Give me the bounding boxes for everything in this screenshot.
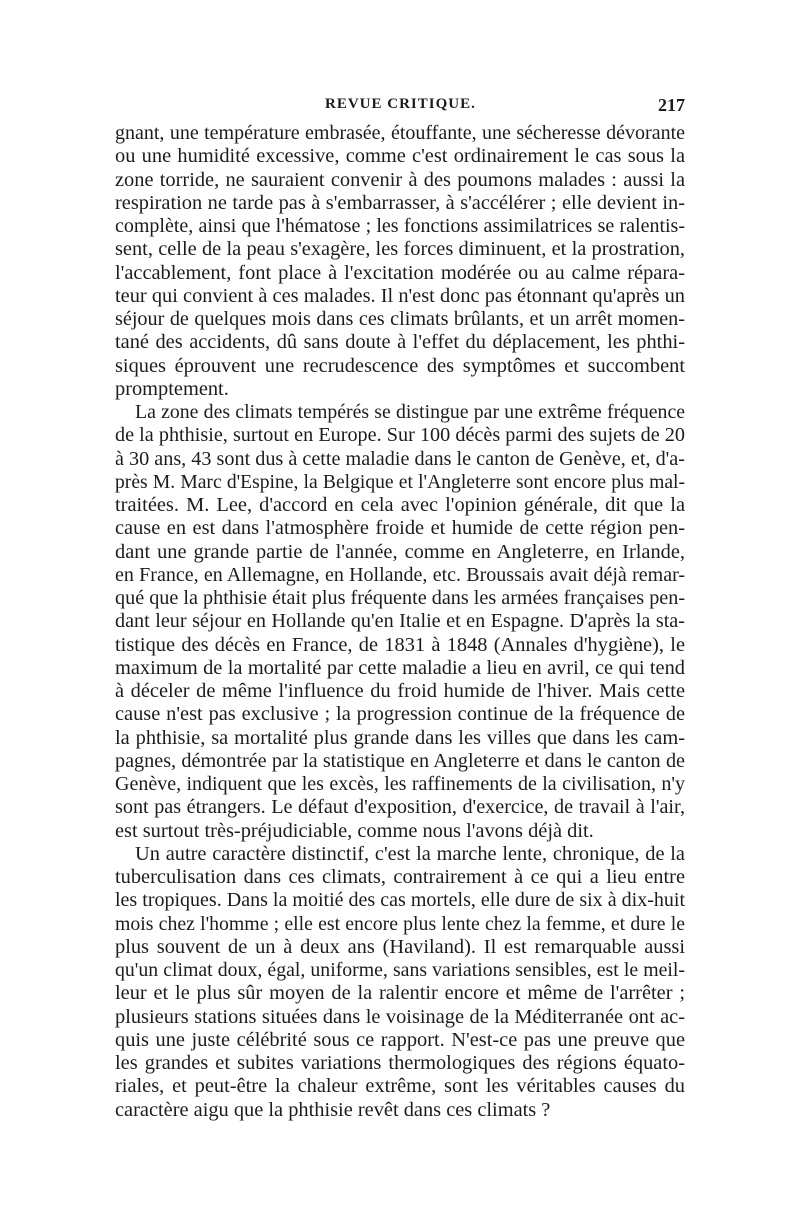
text-line: dant leur séjour en Hollande qu'en Italie et en Espagne. D'après la sta- xyxy=(115,610,685,633)
text-line: complète, ainsi que l'hématose ; les fonctions assimilatrices se ralentis- xyxy=(115,215,685,237)
text-line: leur et le plus sûr moyen de la ralentir encore et même de l'arrêter ; xyxy=(115,982,685,1005)
text-line: zone torride, ne sauraient convenir à des poumons malades : aussi la xyxy=(115,168,685,191)
text-line: plusieurs stations situées dans le voisinage de la Méditerranée ont ac- xyxy=(115,1005,685,1028)
text-line: quis une juste célébrité sous ce rapport. N'est-ce pas une preuve que xyxy=(115,1028,685,1051)
text-line: les grandes et subites variations thermologiques des régions équato- xyxy=(115,1052,685,1074)
text-line: de la phthisie, surtout en Europe. Sur 100 décès parmi des sujets de 20 xyxy=(115,424,685,447)
text-line: l'accablement, font place à l'excitation modérée ou au calme répara- xyxy=(115,261,685,284)
text-line: est surtout très-préjudiciable, comme nous l'avons déjà dit. xyxy=(115,819,594,842)
text-line: siques éprouvent une recrudescence des symptômes et succombent xyxy=(115,354,685,377)
text-line: respiration ne tarde pas à s'embarrasser, à s'accélérer ; elle devient in- xyxy=(115,191,685,214)
text-line: les tropiques. Dans la moitié des cas mortels, elle dure de six à dix-huit xyxy=(115,889,685,912)
text-line: à déceler de même l'influence du froid humide de l'hiver. Mais cette xyxy=(115,680,685,702)
text-line: La zone des climats tempérés se distingue par une extrême fréquence xyxy=(135,401,685,423)
text-line: tistique des décès en France, de 1831 à 1848 (Annales d'hygiène), le xyxy=(115,633,685,656)
text-line: la phthisie, sa mortalité plus grande dans les villes que dans les cam- xyxy=(115,726,685,749)
text-line: en France, en Allemagne, en Hollande, etc. Broussais avait déjà remar- xyxy=(115,563,685,586)
text-line: maximum de la mortalité par cette maladie a lieu en avril, ce qui tend xyxy=(115,656,685,679)
text-line: teur qui convient à ces malades. Il n'est donc pas étonnant qu'après un xyxy=(115,284,685,307)
text-line: à 30 ans, 43 sont dus à cette maladie dans le canton de Genève, et, d'a- xyxy=(115,447,685,470)
text-line: plus souvent de un à deux ans (Haviland). Il est remarquable aussi xyxy=(115,935,685,958)
running-title: REVUE CRITIQUE. xyxy=(325,96,476,112)
text-line: sent, celle de la peau s'exagère, les forces diminuent, et la prostration, xyxy=(115,238,685,261)
text-line: gnant, une température embrasée, étouffante, une sécheresse dévorante xyxy=(115,122,685,144)
text-line: près M. Marc d'Espine, la Belgique et l'Angleterre sont encore plus mal- xyxy=(115,471,685,493)
body-text xyxy=(115,122,685,1122)
text-line: pagnes, démontrée par la statistique en Angleterre et dans le canton de xyxy=(115,749,685,772)
text-line: sont pas étrangers. Le défaut d'exposition, d'exercice, de travail à l'air, xyxy=(115,796,685,819)
text-line: caractère aigu que la phthisie revêt dans ces climats ? xyxy=(115,1098,551,1121)
running-head xyxy=(115,96,685,122)
text-line: dant une grande partie de l'année, comme en Angleterre, en Irlande, xyxy=(115,540,685,563)
text-line: qu'un climat doux, égal, uniforme, sans variations sensibles, est le meil- xyxy=(115,959,685,981)
text-line: cause en est dans l'atmosphère froide et humide de cette région pen- xyxy=(115,517,685,540)
text-line: tané des accidents, dû sans doute à l'effet du déplacement, les phthi- xyxy=(115,331,685,354)
page-number: 217 xyxy=(658,95,685,115)
text-line: Genève, indiquent que les excès, les raffinements de la civilisation, n'y xyxy=(115,773,685,795)
text-line: Un autre caractère distinctif, c'est la marche lente, chronique, de la xyxy=(135,842,685,865)
text-line: cause n'est pas exclusive ; la progression continue de la fréquence de xyxy=(115,703,685,726)
text-line: qué que la phthisie était plus fréquente dans les armées françaises pen- xyxy=(115,587,686,609)
text-line: ou une humidité excessive, comme c'est ordinairement le cas sous la xyxy=(115,145,685,168)
text-line: séjour de quelques mois dans ces climats brûlants, et un arrêt momen- xyxy=(115,308,685,330)
text-line: riales, et peut-être la chaleur extrême, sont les véritables causes du xyxy=(115,1075,685,1098)
text-line: traitées. M. Lee, d'accord en cela avec l'opinion générale, dit que la xyxy=(115,494,685,516)
text-line: promptement. xyxy=(115,377,229,400)
text-line: mois chez l'homme ; elle est encore plus lente chez la femme, et dure le xyxy=(115,912,685,935)
text-line: tuberculisation dans ces climats, contrairement à ce qui a lieu entre xyxy=(115,866,685,888)
